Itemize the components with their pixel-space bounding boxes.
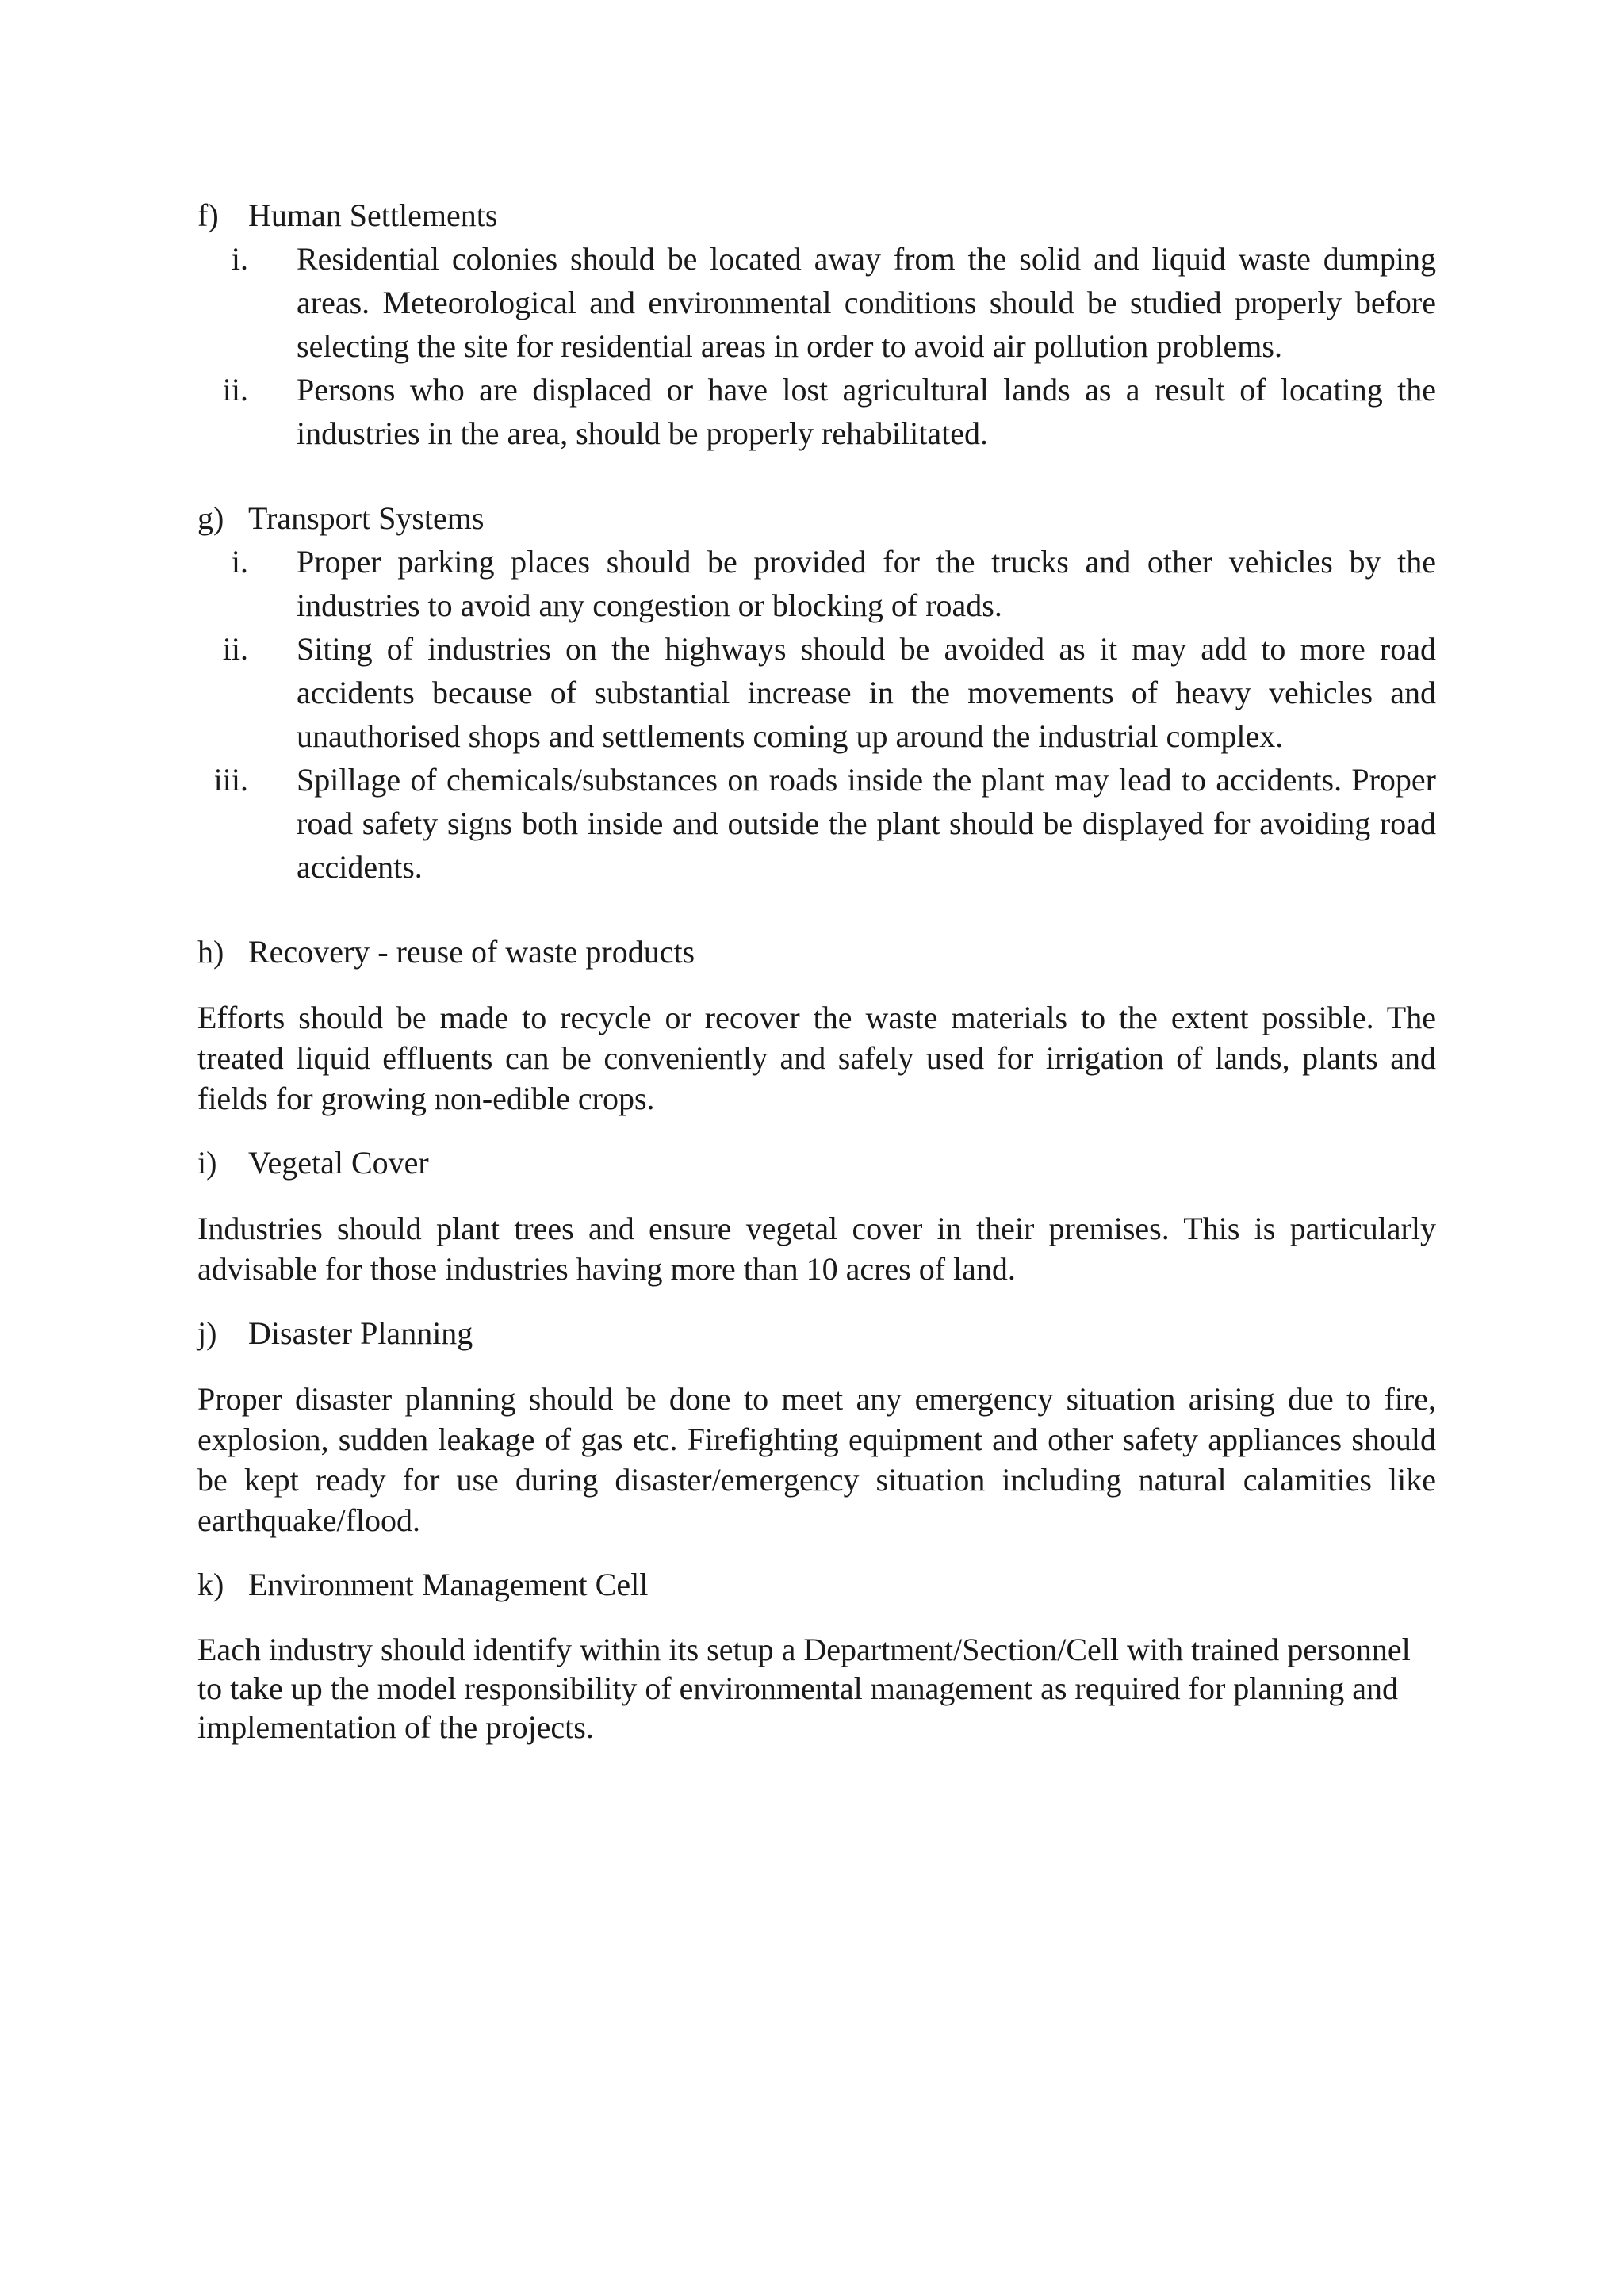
document-page — [197, 193, 1436, 1747]
section-title: Disaster Planning — [248, 1315, 473, 1351]
list-item-number: i. — [231, 241, 248, 277]
section-title: Recovery - reuse of waste products — [248, 934, 695, 970]
section-title: Human Settlements — [248, 197, 498, 233]
section-title: Environment Management Cell — [248, 1567, 649, 1602]
list-item — [197, 540, 1436, 627]
section-body: Each industry should identify within its setup a Department/Section/Cell with trained personnel to take up the model responsibility of environmental management as required for planning and implementation of the projects. — [197, 1632, 1411, 1745]
section-letter: g) — [197, 500, 224, 536]
list-item-number: ii. — [222, 631, 248, 667]
section-heading — [197, 1311, 1436, 1355]
section-transport-systems — [197, 496, 1436, 889]
list-item-text: Persons who are displaced or have lost agricultural lands as a result of locating the industries in the area, should be properly rehabilitated. — [297, 372, 1436, 451]
list-item-number: ii. — [222, 372, 248, 408]
list-item — [197, 237, 1436, 368]
section-title: Vegetal Cover — [248, 1145, 429, 1181]
section-heading — [197, 1563, 1436, 1606]
section-recovery-reuse — [197, 930, 1436, 1119]
list-item-number: iii. — [213, 762, 248, 798]
section-heading — [197, 496, 1436, 540]
list-item-text: Residential colonies should be located away from the solid and liquid waste dumping areas. Meteorological and environmental conditions should be studied properly before selecting the site for residential areas in order to avoid air pollution problems. — [297, 241, 1436, 364]
section-letter: i) — [197, 1145, 217, 1181]
section-environment-management-cell — [197, 1563, 1436, 1747]
list-item-text: Siting of industries on the highways should be avoided as it may add to more road accidents because of substantial increase in the movements of heavy vehicles and unauthorised shops and settlements coming up around the industrial complex. — [297, 631, 1436, 754]
list-item — [197, 627, 1436, 758]
section-body: Efforts should be made to recycle or recover the waste materials to the extent possible. The treated liquid effluents can be conveniently and safely used for irrigation of lands, plants and fields for growing non-edible crops. — [197, 1000, 1436, 1116]
section-heading — [197, 1141, 1436, 1184]
section-body: Industries should plant trees and ensure vegetal cover in their premises. This is particularly advisable for those industries having more than 10 acres of land. — [197, 1211, 1436, 1287]
numbered-list — [197, 540, 1436, 889]
section-letter: j) — [197, 1315, 217, 1351]
section-letter: h) — [197, 934, 224, 970]
section-letter: f) — [197, 197, 219, 233]
list-item-number: i. — [231, 544, 248, 580]
section-body: Proper disaster planning should be done to meet any emergency situation arising due to fire, explosion, sudden leakage of gas etc. Firefighting equipment and other safety appliances should be kept ready for use during disaster/emergency situation including natural calamities like earthquake/flood. — [197, 1381, 1436, 1538]
section-heading — [197, 930, 1436, 974]
numbered-list — [197, 237, 1436, 455]
section-letter: k) — [197, 1567, 224, 1602]
section-heading — [197, 193, 1436, 237]
list-item-text: Proper parking places should be provided for the trucks and other vehicles by the industries to avoid any congestion or blocking of roads. — [297, 544, 1436, 623]
section-title: Transport Systems — [248, 500, 485, 536]
section-vegetal-cover — [197, 1141, 1436, 1289]
list-item-text: Spillage of chemicals/substances on roads inside the plant may lead to accidents. Proper road safety signs both inside and outside the plant should be displayed for avoiding road accidents. — [297, 762, 1436, 885]
section-human-settlements — [197, 193, 1436, 455]
section-disaster-planning — [197, 1311, 1436, 1540]
list-item — [197, 368, 1436, 455]
list-item — [197, 758, 1436, 889]
